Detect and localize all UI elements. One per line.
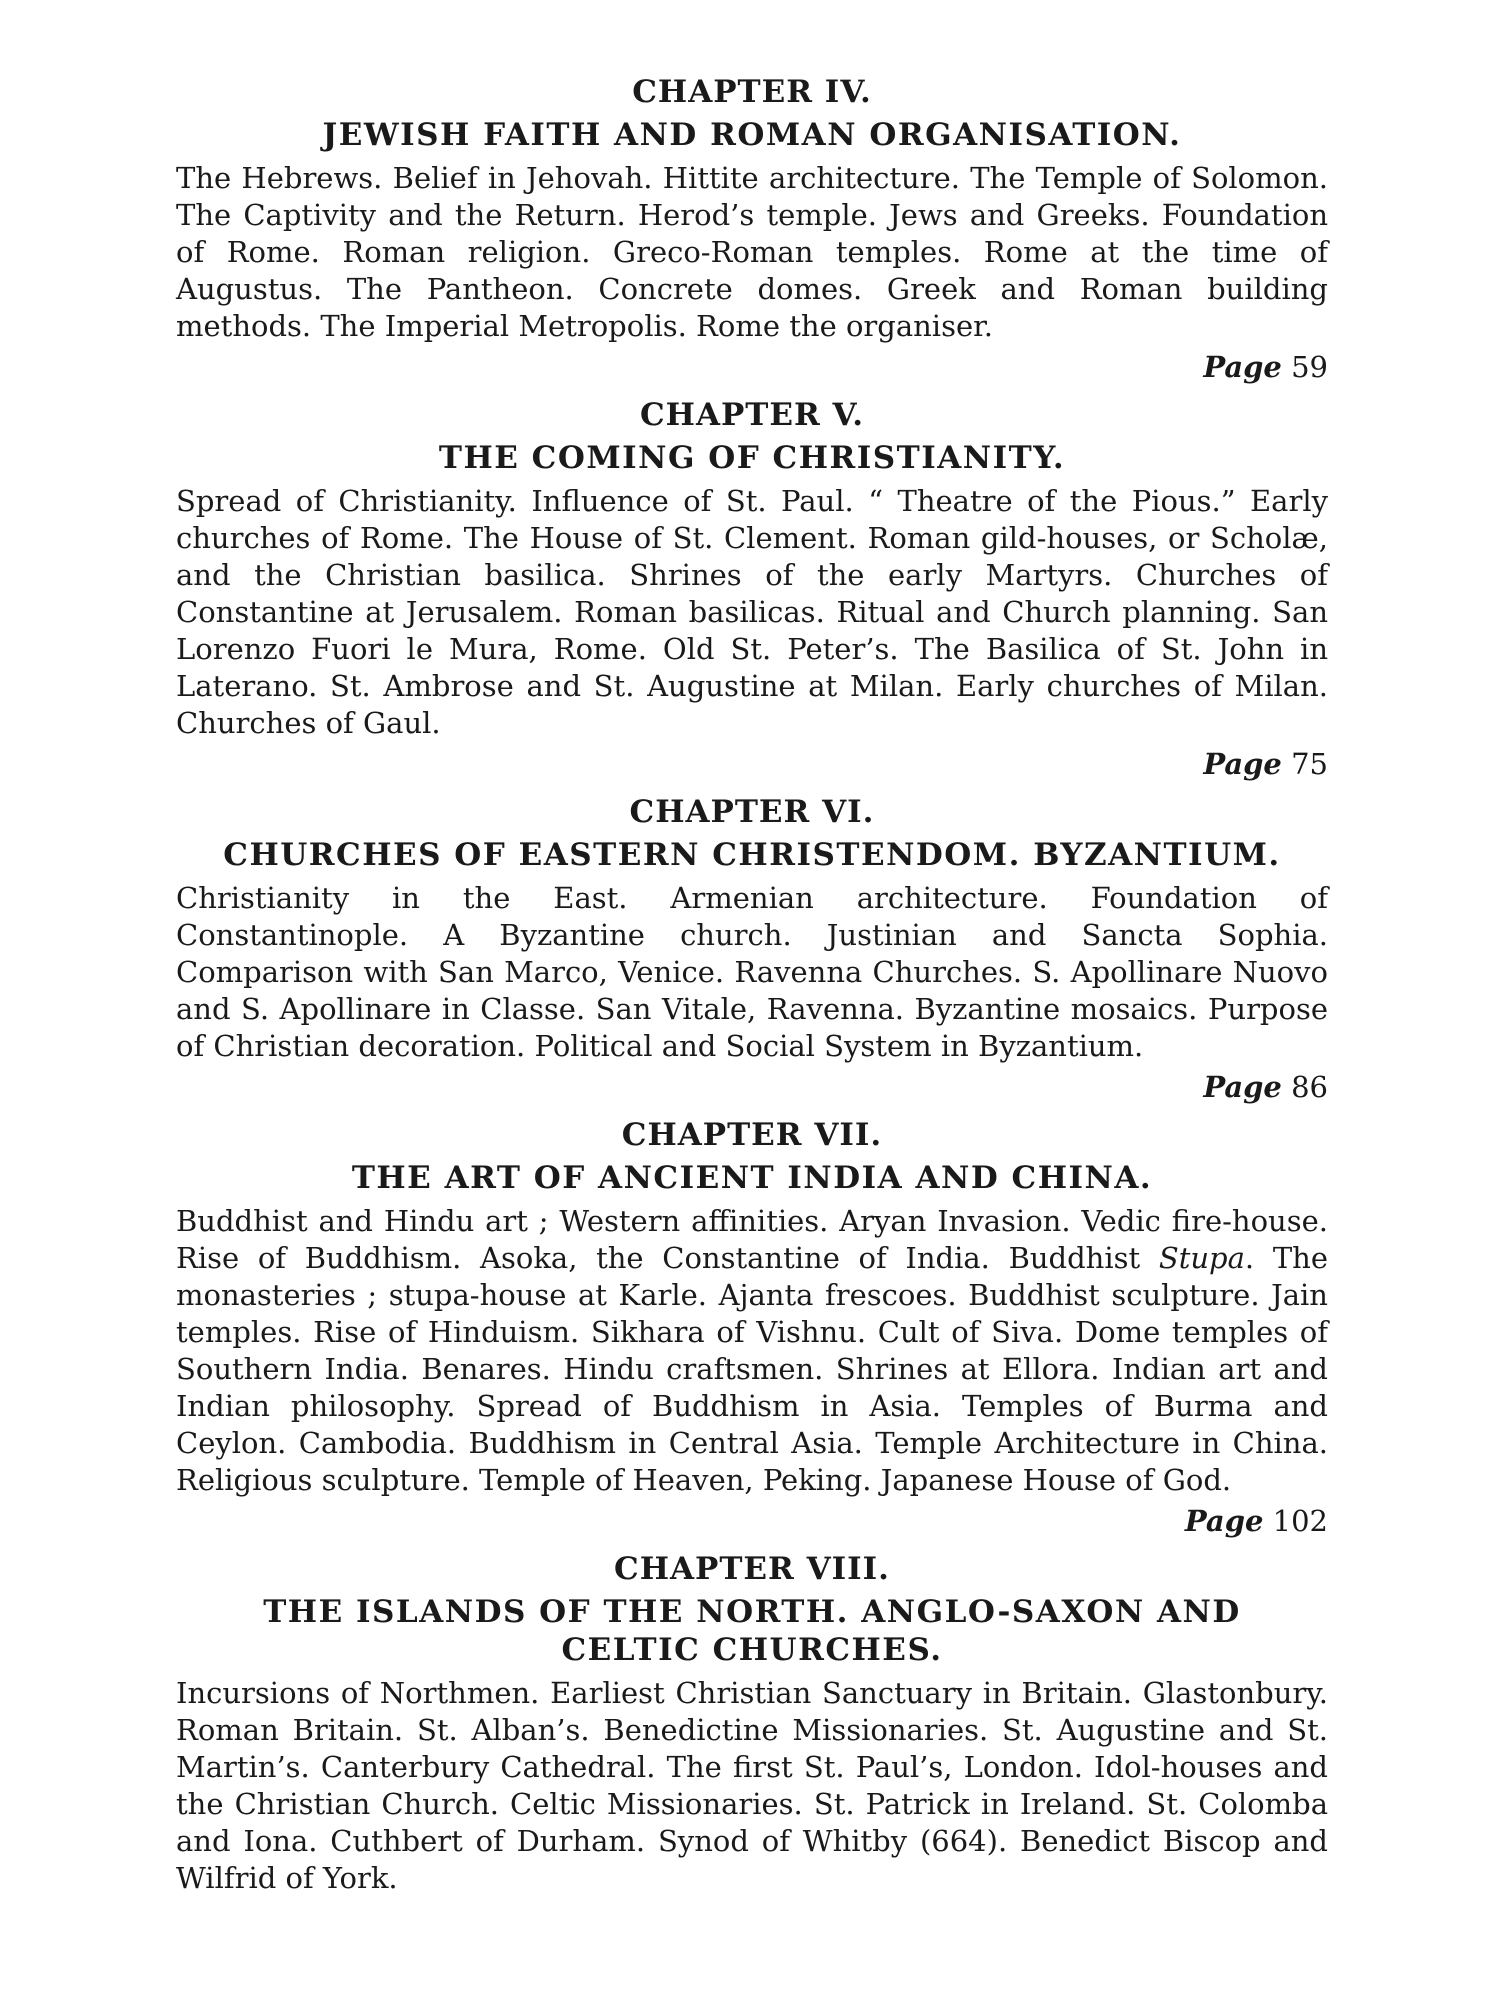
summary-text: . The monasteries ; stupa-house at Karle. Ajanta frescoes. Buddhist sculpture. Jain temples. Rise of Hinduism. Sikhara of Vishnu. Cult of Siva. Dome temples of Southern India. Benares. Hindu craftsmen. Shrines at Ellora. Indian art and Indian philosophy. Spread of Buddhism in Asia. Temples of Burma and Ceylon. Cambodia. Buddhism in Central Asia. Temple Architecture in China. Religious sculpture. Temple of Heaven, Peking. Japanese House of God. [176,1241,1328,1497]
page-reference [176,349,1328,385]
chapter-summary: Spread of Christianity. Influence of St. Paul. “ Theatre of the Pious.” Early churches of Rome. The House of St. Clement. Roman gild-houses, or Scholæ, and the Christian basilica. Shrines of the early Martyrs. Churches of Constantine at Jerusalem. Roman basilicas. Ritual and Church planning. San Lorenzo Fuori le Mura, Rome. Old St. Peter’s. The Basilica of St. John in Laterano. St. Ambrose and St. Augustine at Milan. Early churches of Milan. Churches of Gaul. [176,484,1328,740]
summary-italic-term: Stupa [1158,1241,1245,1275]
chapter-title: JEWISH FAITH AND ROMAN ORGANISATION. [322,117,1182,153]
page-label: Page [1184,1504,1264,1538]
chapter-summary: Incursions of Northmen. Earliest Christian Sanctuary in Britain. Glastonbury. Roman Britain. St. Alban’s. Benedictine Missionaries. St. Augustine and St. Martin’s. Canterbury Cathedral. The first St. Paul’s, London. Idol-houses and the Christian Church. Celtic Missionaries. St. Patrick in Ireland. St. Colomba and Iona. Cuthbert of Durham. Synod of Whitby (664). Benedict Biscop and Wilfrid of York. [176,1676,1328,1895]
page-number: 75 [1291,747,1328,781]
chapter-summary [176,1203,1328,1499]
chapter-number: CHAPTER V. [639,397,864,433]
page-label: Page [1203,1070,1282,1104]
chapter-iv [176,72,1328,385]
page-number: 102 [1272,1504,1328,1538]
chapter-vii [176,1115,1328,1539]
chapter-title [176,1593,1328,1669]
page-reference [176,746,1328,782]
page-label: Page [1203,747,1282,781]
chapter-title-line: THE ISLANDS OF THE NORTH. ANGLO-SAXON AND [263,1594,1241,1630]
chapter-number: CHAPTER VIII. [614,1551,890,1587]
chapter-title: CHURCHES OF EASTERN CHRISTENDOM. BYZANTIUM. [223,837,1281,873]
chapter-v [176,395,1328,782]
page-label: Page [1203,350,1282,384]
chapter-number: CHAPTER VI. [629,794,875,830]
page-reference [176,1503,1328,1539]
chapter-viii [176,1549,1328,1897]
chapter-number: CHAPTER VII. [621,1117,883,1153]
chapter-number: CHAPTER IV. [632,74,872,110]
page-number: 86 [1291,1070,1328,1104]
page-number: 59 [1291,350,1328,384]
summary-text: Buddhist and Hindu art ; Western affinities. Aryan Invasion. Vedic fire-house. Rise of Buddhism. Asoka, the Constantine of India. Buddhist [176,1204,1328,1275]
chapter-title: THE ART OF ANCIENT INDIA AND CHINA. [351,1160,1153,1196]
chapter-title: THE COMING OF CHRISTIANITY. [438,440,1066,476]
chapter-summary: The Hebrews. Belief in Jehovah. Hittite architecture. The Temple of Solomon. The Captivity and the Return. Herod’s temple. Jews and Greeks. Foundation of Rome. Roman religion. Greco-Roman temples. Rome at the time of Augustus. The Pantheon. Concrete domes. Greek and Roman building methods. The Imperial Metropolis. Rome the organiser. [176,161,1328,343]
chapter-summary: Christianity in the East. Armenian architecture. Foundation of Constantinople. A Byzantine church. Justinian and Sancta Sophia. Comparison with San Marco, Venice. Ravenna Churches. S. Apollinare Nuovo and S. Apollinare in Classe. San Vitale, Ravenna. Byzantine mosaics. Purpose of Christian decoration. Political and Social System in Byzantium. [176,881,1328,1063]
chapter-title-line: CELTIC CHURCHES. [561,1632,943,1668]
contents-page [176,72,1328,1897]
page-reference [176,1069,1328,1105]
chapter-vi [176,792,1328,1105]
